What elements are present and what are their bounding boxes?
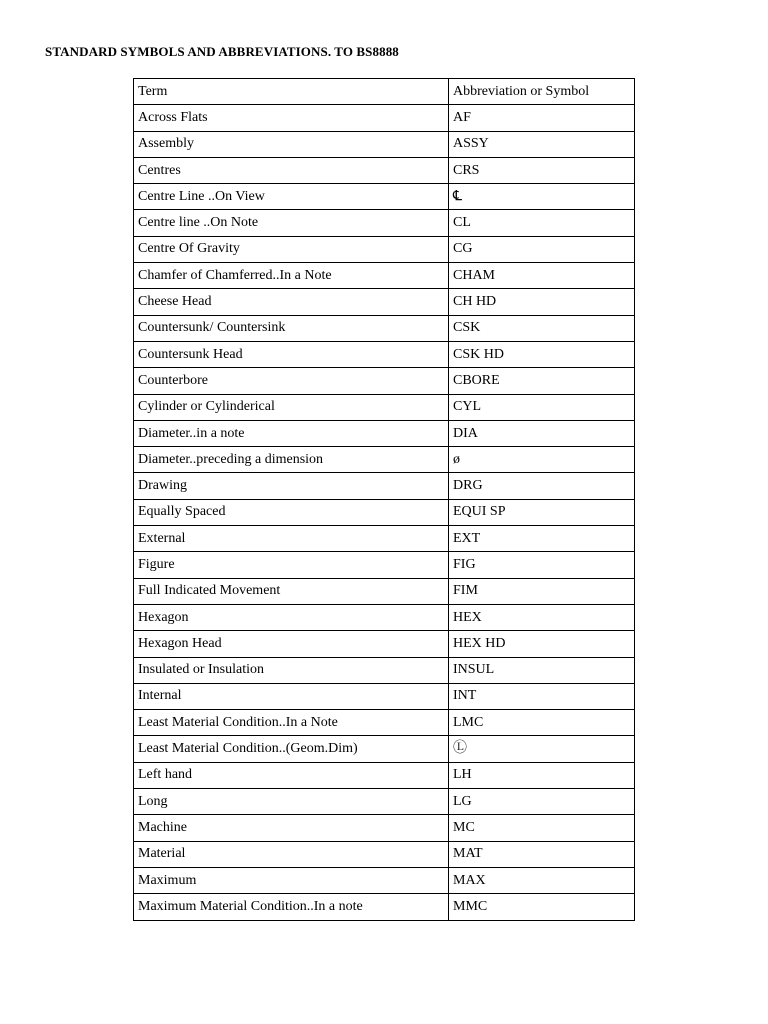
term-cell: Full Indicated Movement bbox=[134, 578, 449, 604]
table-row bbox=[134, 131, 635, 157]
table-row bbox=[134, 736, 635, 762]
abbreviation-cell: LMC bbox=[449, 710, 635, 736]
abbreviation-cell: FIM bbox=[449, 578, 635, 604]
table-row bbox=[134, 526, 635, 552]
term-cell: Centre line ..On Note bbox=[134, 210, 449, 236]
table-row bbox=[134, 815, 635, 841]
table-row bbox=[134, 315, 635, 341]
term-cell: Insulated or Insulation bbox=[134, 657, 449, 683]
table-row bbox=[134, 368, 635, 394]
table-row bbox=[134, 394, 635, 420]
table-row bbox=[134, 867, 635, 893]
term-cell: Hexagon bbox=[134, 604, 449, 630]
term-cell: Countersunk Head bbox=[134, 341, 449, 367]
term-cell: Assembly bbox=[134, 131, 449, 157]
term-cell: Internal bbox=[134, 683, 449, 709]
abbreviation-cell: CBORE bbox=[449, 368, 635, 394]
abbreviation-cell: CRS bbox=[449, 157, 635, 183]
table-row bbox=[134, 157, 635, 183]
abbreviation-cell: CL bbox=[449, 210, 635, 236]
table-row bbox=[134, 552, 635, 578]
table-row bbox=[134, 789, 635, 815]
term-cell: Diameter..preceding a dimension bbox=[134, 447, 449, 473]
table-row bbox=[134, 657, 635, 683]
abbreviation-cell: MMC bbox=[449, 894, 635, 920]
abbreviation-cell: CHAM bbox=[449, 263, 635, 289]
table-row bbox=[134, 631, 635, 657]
abbreviation-cell: EXT bbox=[449, 526, 635, 552]
table-row bbox=[134, 105, 635, 131]
term-cell: Cylinder or Cylinderical bbox=[134, 394, 449, 420]
table-row bbox=[134, 683, 635, 709]
abbreviation-cell: HEX HD bbox=[449, 631, 635, 657]
table-row bbox=[134, 341, 635, 367]
abbreviation-cell: EQUI SP bbox=[449, 499, 635, 525]
term-cell: Hexagon Head bbox=[134, 631, 449, 657]
table-header-row bbox=[134, 79, 635, 105]
table-row bbox=[134, 184, 635, 210]
page-title: STANDARD SYMBOLS AND ABBREVIATIONS. TO BS8888 bbox=[45, 44, 399, 59]
term-cell: Countersunk/ Countersink bbox=[134, 315, 449, 341]
abbreviation-cell: FIG bbox=[449, 552, 635, 578]
abbreviation-cell: ASSY bbox=[449, 131, 635, 157]
table-row bbox=[134, 841, 635, 867]
term-cell: Least Material Condition..In a Note bbox=[134, 710, 449, 736]
term-cell: Maximum bbox=[134, 867, 449, 893]
term-cell: Equally Spaced bbox=[134, 499, 449, 525]
term-cell: Least Material Condition..(Geom.Dim) bbox=[134, 736, 449, 762]
term-cell: Material bbox=[134, 841, 449, 867]
term-cell: Drawing bbox=[134, 473, 449, 499]
table-row bbox=[134, 420, 635, 446]
term-cell: Machine bbox=[134, 815, 449, 841]
term-cell: Figure bbox=[134, 552, 449, 578]
header-term: Term bbox=[134, 79, 449, 105]
term-cell: Cheese Head bbox=[134, 289, 449, 315]
abbreviation-cell: CSK bbox=[449, 315, 635, 341]
abbreviation-cell: CG bbox=[449, 236, 635, 262]
table-row bbox=[134, 894, 635, 920]
abbreviation-cell: CYL bbox=[449, 394, 635, 420]
term-cell: Counterbore bbox=[134, 368, 449, 394]
abbreviation-cell: ø bbox=[449, 447, 635, 473]
term-cell: External bbox=[134, 526, 449, 552]
abbreviation-cell: DIA bbox=[449, 420, 635, 446]
term-cell: Diameter..in a note bbox=[134, 420, 449, 446]
table-row bbox=[134, 710, 635, 736]
abbreviation-cell: CSK HD bbox=[449, 341, 635, 367]
abbreviation-cell: INSUL bbox=[449, 657, 635, 683]
abbreviation-cell: MAT bbox=[449, 841, 635, 867]
abbreviation-cell: AF bbox=[449, 105, 635, 131]
header-abbreviation: Abbreviation or Symbol bbox=[449, 79, 635, 105]
abbreviation-cell: ℄ bbox=[449, 184, 635, 210]
term-cell: Across Flats bbox=[134, 105, 449, 131]
abbreviation-cell: MAX bbox=[449, 867, 635, 893]
abbreviation-cell: LH bbox=[449, 762, 635, 788]
abbreviation-cell: CH HD bbox=[449, 289, 635, 315]
abbreviations-table bbox=[133, 78, 635, 921]
abbreviation-cell: LG bbox=[449, 789, 635, 815]
table-row bbox=[134, 578, 635, 604]
term-cell: Centre Line ..On View bbox=[134, 184, 449, 210]
abbreviation-cell: DRG bbox=[449, 473, 635, 499]
term-cell: Long bbox=[134, 789, 449, 815]
table-row bbox=[134, 263, 635, 289]
table-row bbox=[134, 289, 635, 315]
abbreviation-cell: Ⓛ bbox=[449, 736, 635, 762]
abbreviation-cell: MC bbox=[449, 815, 635, 841]
term-cell: Centre Of Gravity bbox=[134, 236, 449, 262]
table-row bbox=[134, 210, 635, 236]
term-cell: Chamfer of Chamferred..In a Note bbox=[134, 263, 449, 289]
table-row bbox=[134, 473, 635, 499]
term-cell: Maximum Material Condition..In a note bbox=[134, 894, 449, 920]
table-row bbox=[134, 604, 635, 630]
abbreviation-cell: HEX bbox=[449, 604, 635, 630]
table-row bbox=[134, 236, 635, 262]
table-body bbox=[134, 79, 635, 921]
term-cell: Centres bbox=[134, 157, 449, 183]
table-row bbox=[134, 447, 635, 473]
term-cell: Left hand bbox=[134, 762, 449, 788]
table-row bbox=[134, 762, 635, 788]
abbreviation-cell: INT bbox=[449, 683, 635, 709]
table-row bbox=[134, 499, 635, 525]
